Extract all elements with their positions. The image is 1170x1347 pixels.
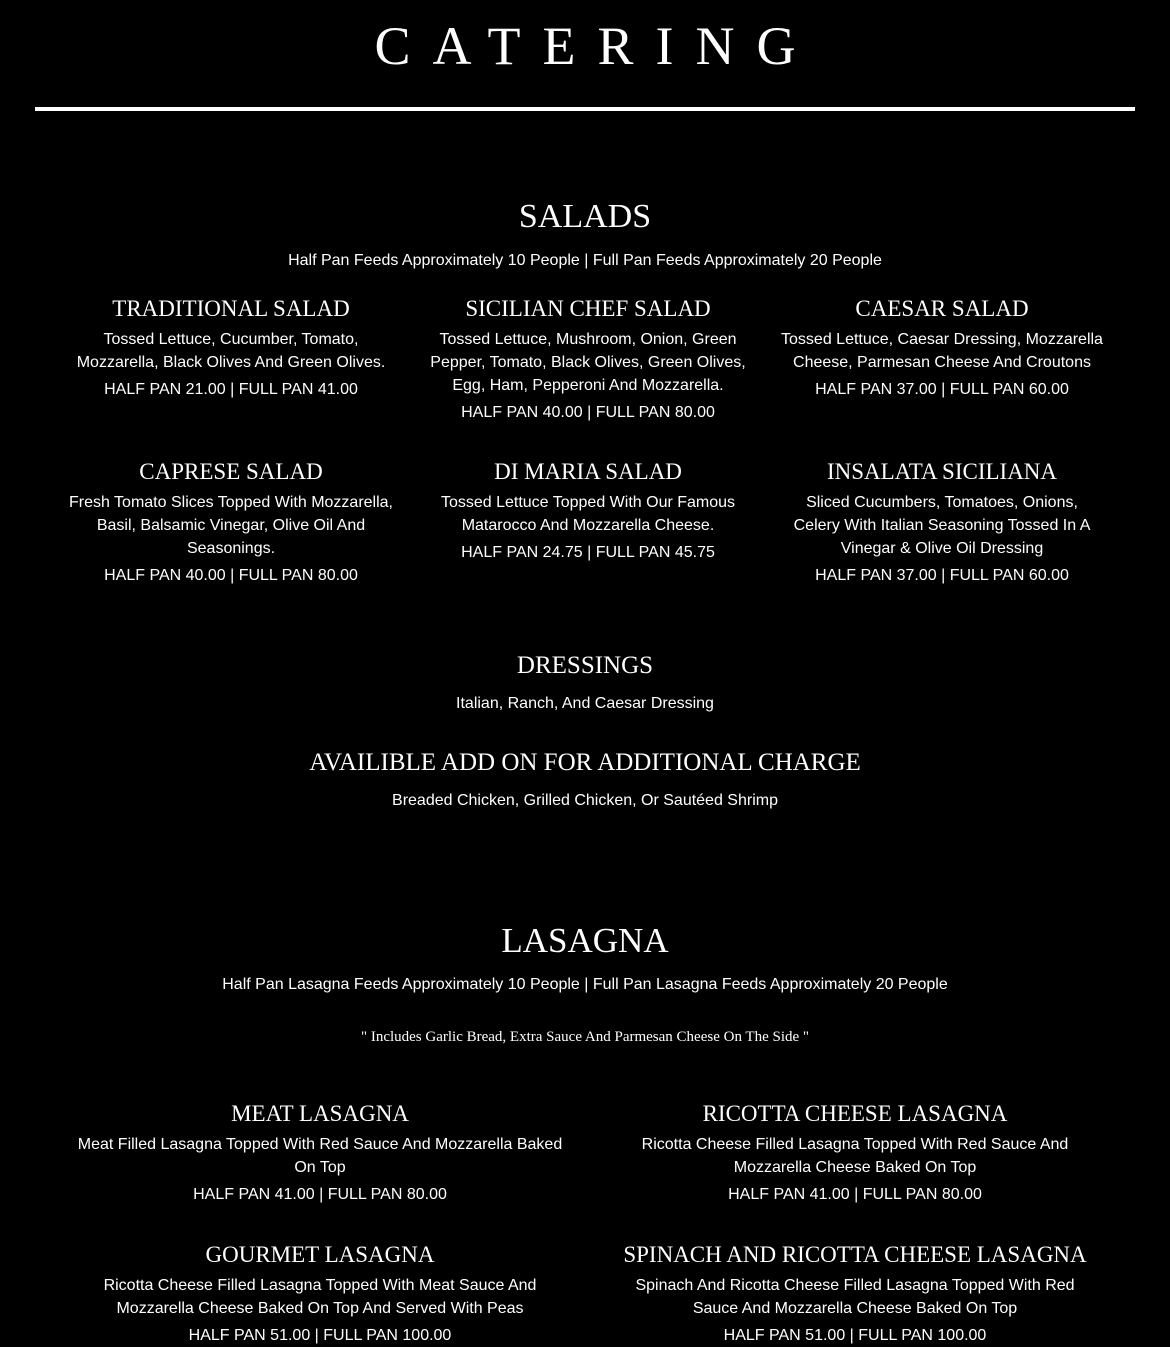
menu-item-price: HALF PAN 40.00 | FULL PAN 80.00 bbox=[104, 567, 358, 584]
menu-item-spinach-ricotta-lasagna bbox=[615, 1240, 1095, 1347]
lasagna-serving-note: Half Pan Lasagna Feeds Approximately 10 People | Full Pan Lasagna Feeds Approximately 20 People bbox=[222, 976, 948, 993]
menu-item-price: HALF PAN 21.00 | FULL PAN 41.00 bbox=[104, 381, 358, 398]
menu-item-title: SICILIAN CHEF SALAD bbox=[465, 296, 711, 321]
menu-item-sicilian-chef-salad bbox=[423, 294, 753, 424]
menu-item-price: HALF PAN 40.00 | FULL PAN 80.00 bbox=[461, 404, 715, 421]
menu-item-price: HALF PAN 41.00 | FULL PAN 80.00 bbox=[728, 1186, 982, 1203]
menu-item-title: MEAT LASAGNA bbox=[231, 1101, 409, 1126]
menu-item-description: Ricotta Cheese Filled Lasagna Topped With Red Sauce And Mozzarella Cheese Baked On Top bbox=[641, 1136, 1069, 1176]
menu-item-title: CAPRESE SALAD bbox=[139, 459, 323, 484]
menu-item-price: HALF PAN 51.00 | FULL PAN 100.00 bbox=[723, 1327, 987, 1344]
menu-item-description: Ricotta Cheese Filled Lasagna Topped With Meat Sauce And Mozzarella Cheese Baked On Top And Served With Peas bbox=[103, 1277, 537, 1317]
menu-item-title: GOURMET LASAGNA bbox=[205, 1242, 435, 1267]
menu-item-insalata-siciliana bbox=[781, 457, 1103, 587]
menu-item-description: Tossed Lettuce, Cucumber, Tomato, Mozzarella, Black Olives And Green Olives. bbox=[76, 331, 386, 371]
menu-item-description: Sliced Cucumbers, Tomatoes, Onions, Celery With Italian Seasoning Tossed In A Vinegar & Olive Oil Dressing bbox=[793, 494, 1091, 557]
menu-item-title: RICOTTA CHEESE LASAGNA bbox=[702, 1101, 1008, 1126]
dressings-text: Italian, Ranch, And Caesar Dressing bbox=[456, 695, 714, 712]
salads-serving-note: Half Pan Feeds Approximately 10 People | Full Pan Feeds Approximately 20 People bbox=[288, 252, 882, 269]
menu-item-description: Fresh Tomato Slices Topped With Mozzarella, Basil, Balsamic Vinegar, Olive Oil And Seasonings. bbox=[69, 494, 393, 557]
menu-item-description: Tossed Lettuce Topped With Our Famous Matarocco And Mozzarella Cheese. bbox=[440, 494, 736, 534]
addons-title: AVAILIBLE ADD ON FOR ADDITIONAL CHARGE bbox=[309, 749, 861, 776]
menu-item-title: DI MARIA SALAD bbox=[494, 459, 682, 484]
menu-item-description: Tossed Lettuce, Mushroom, Onion, Green Pepper, Tomato, Black Olives, Green Olives, Egg, Ham, Pepperoni And Mozzarella. bbox=[430, 331, 746, 394]
addons-text: Breaded Chicken, Grilled Chicken, Or Sautéed Shrimp bbox=[392, 792, 778, 809]
menu-item-description: Spinach And Ricotta Cheese Filled Lasagna Topped With Red Sauce And Mozzarella Cheese Baked On Top bbox=[635, 1277, 1075, 1317]
menu-item-title: SPINACH AND RICOTTA CHEESE LASAGNA bbox=[623, 1242, 1087, 1267]
menu-item-price: HALF PAN 37.00 | FULL PAN 60.00 bbox=[815, 381, 1069, 398]
lasagna-section-title: LASAGNA bbox=[501, 921, 669, 960]
menu-item-ricotta-cheese-lasagna bbox=[620, 1099, 1090, 1206]
dressings-title: DRESSINGS bbox=[516, 652, 654, 679]
menu-item-gourmet-lasagna bbox=[85, 1240, 555, 1347]
menu-item-traditional-salad bbox=[65, 294, 397, 401]
menu-item-description: Meat Filled Lasagna Topped With Red Sauce And Mozzarella Baked On Top bbox=[77, 1136, 563, 1176]
title-divider bbox=[35, 107, 1135, 111]
menu-item-caesar-salad bbox=[776, 294, 1108, 401]
menu-item-description: Tossed Lettuce, Caesar Dressing, Mozzarella Cheese, Parmesan Cheese And Croutons bbox=[781, 331, 1103, 371]
salads-section-title: SALADS bbox=[518, 198, 652, 235]
page-title: CATERING bbox=[374, 16, 818, 76]
menu-item-meat-lasagna bbox=[65, 1099, 575, 1206]
menu-item-price: HALF PAN 24.75 | FULL PAN 45.75 bbox=[461, 544, 715, 561]
menu-item-title: INSALATA SICILIANA bbox=[826, 459, 1058, 484]
menu-item-price: HALF PAN 51.00 | FULL PAN 100.00 bbox=[188, 1327, 452, 1344]
menu-item-title: CAESAR SALAD bbox=[855, 296, 1029, 321]
menu-item-di-maria-salad bbox=[423, 457, 753, 564]
lasagna-includes-note: " Includes Garlic Bread, Extra Sauce And Parmesan Cheese On The Side " bbox=[360, 1029, 810, 1045]
menu-item-price: HALF PAN 37.00 | FULL PAN 60.00 bbox=[815, 567, 1069, 584]
menu-item-title: TRADITIONAL SALAD bbox=[112, 296, 350, 321]
menu-item-price: HALF PAN 41.00 | FULL PAN 80.00 bbox=[193, 1186, 447, 1203]
menu-item-caprese-salad bbox=[60, 457, 402, 587]
